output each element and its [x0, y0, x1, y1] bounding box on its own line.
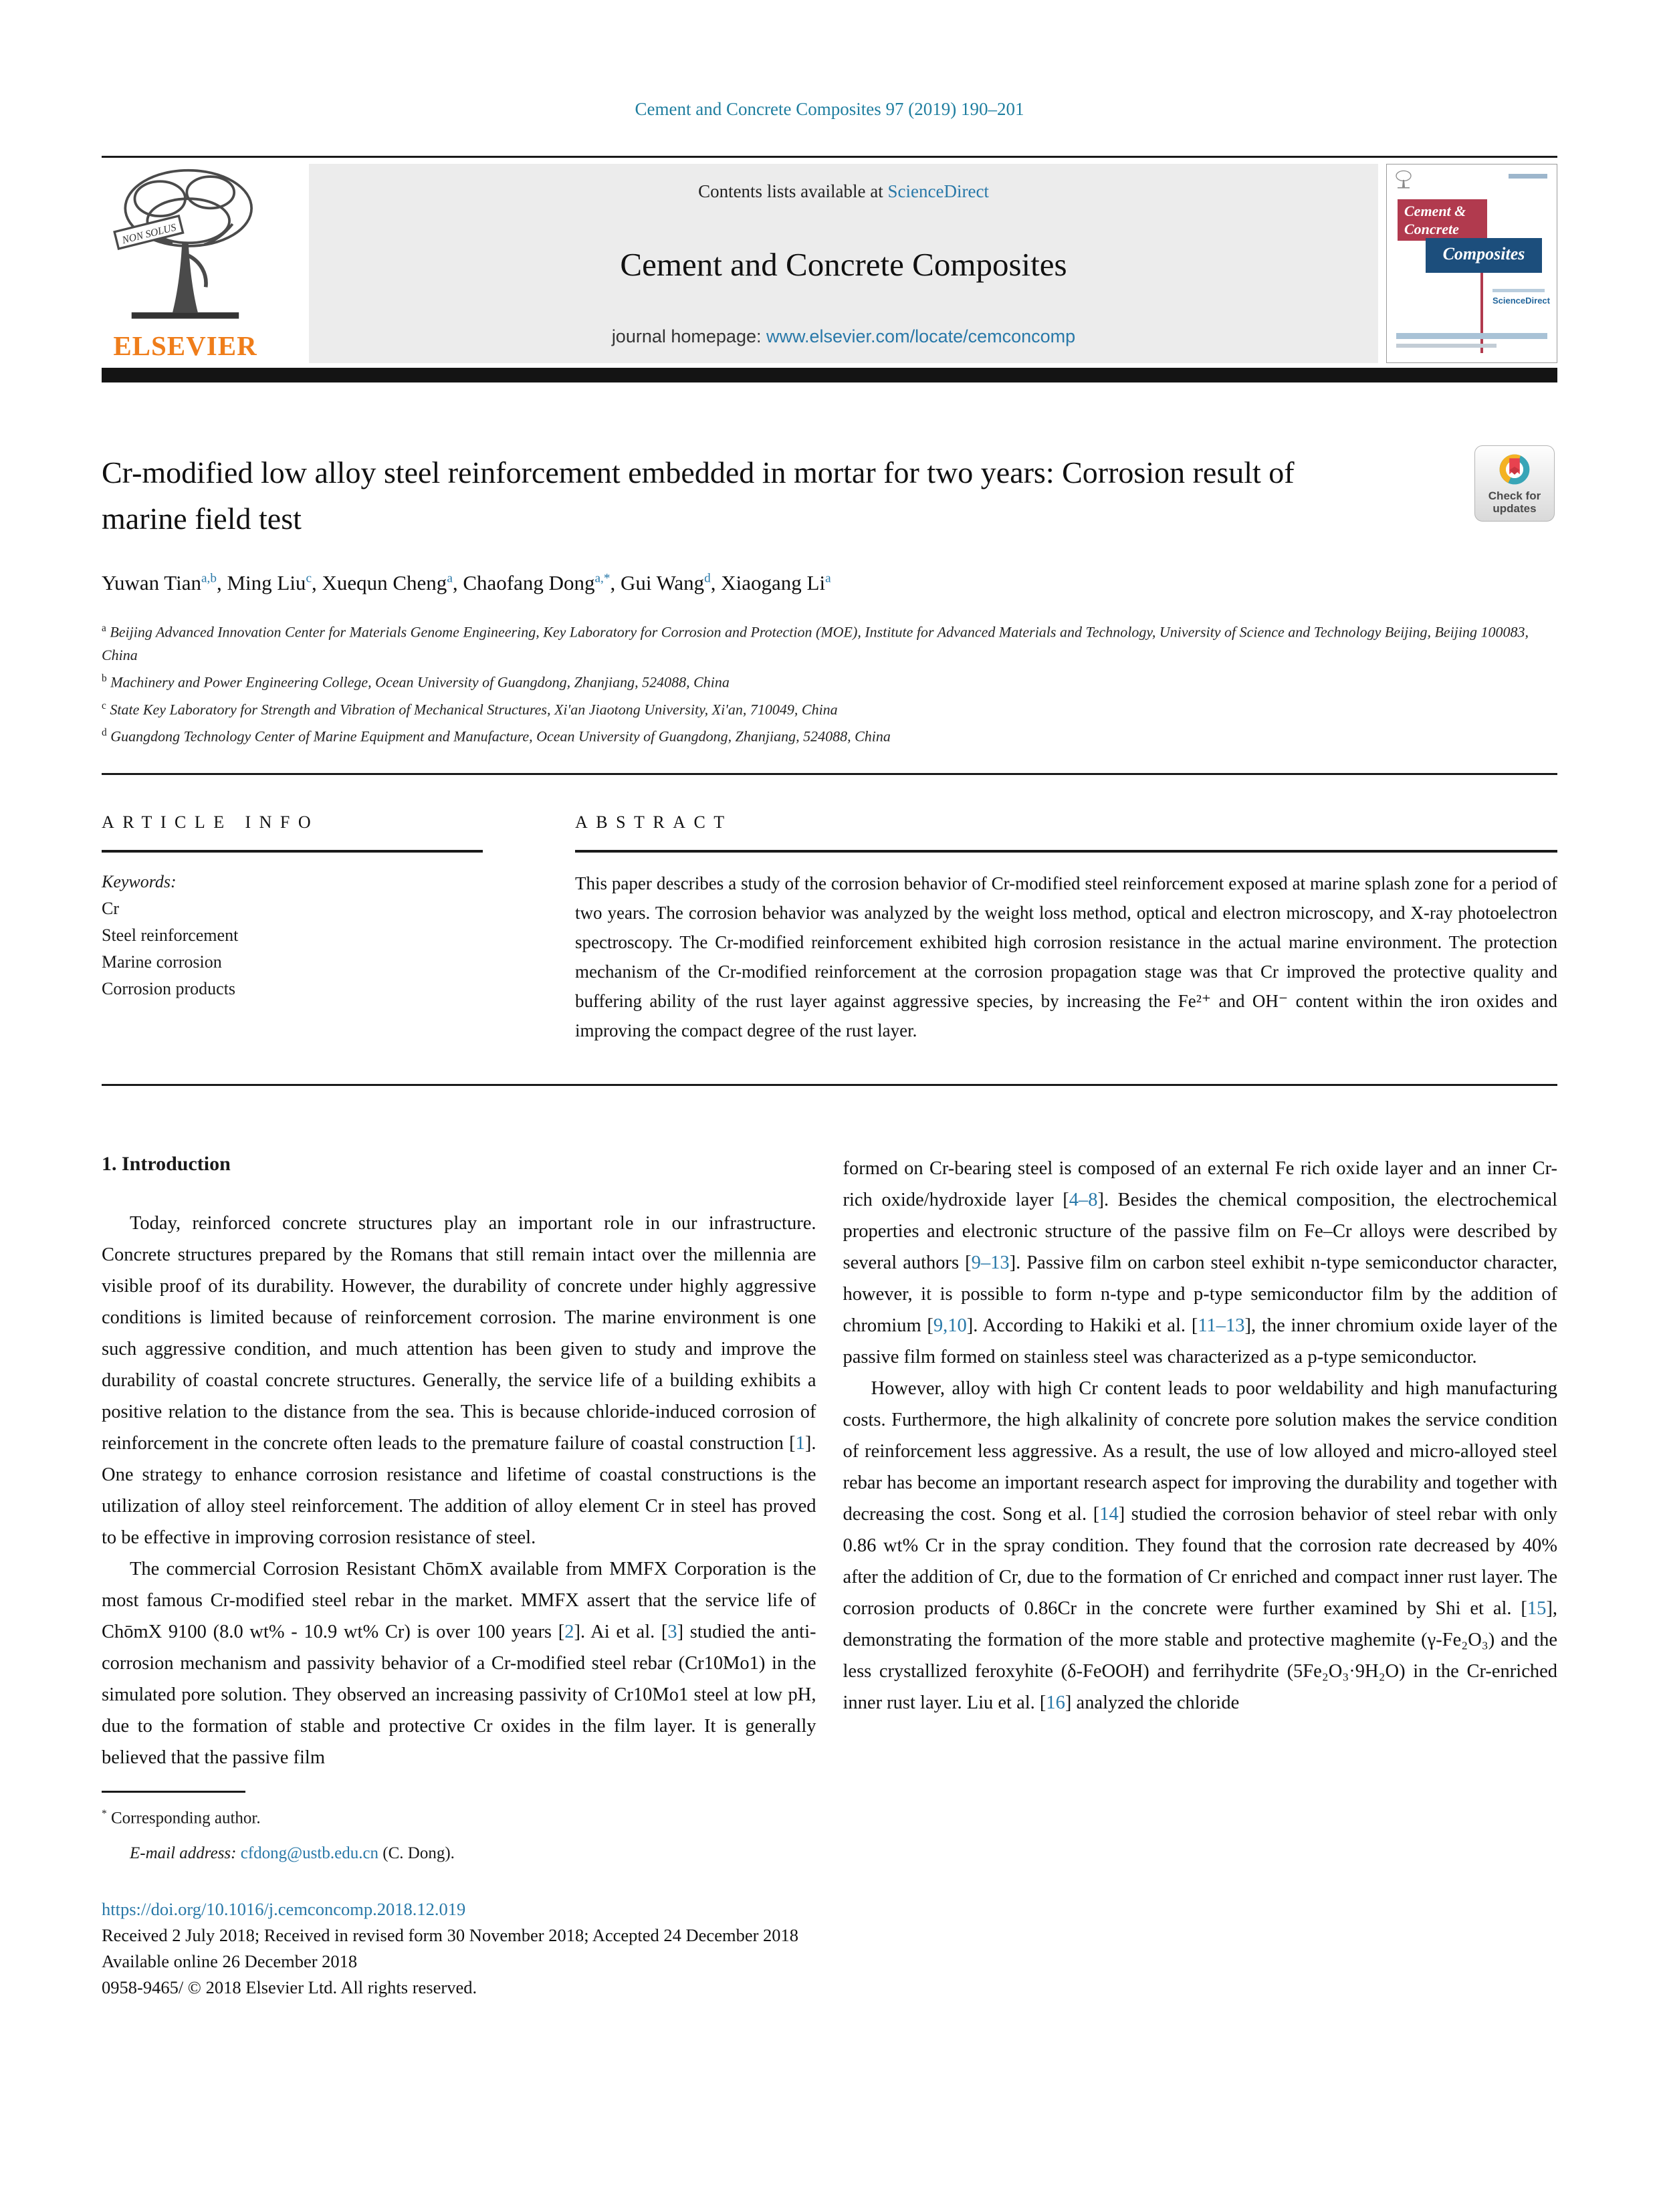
body-paragraph: The commercial Corrosion Resistant ChōmX available from MMFX Corporation is the most famous Cr-modified steel rebar in the market. MMFX assert that the service life of ChōmX 9100 (8.0 wt% - 10.9 wt% Cr) is over 100 years [2]. Ai et al. [3] studied the anti-corrosion mechanism and passivity behavior of a Cr-modified steel rebar (Cr10Mo1) in the simulated pore solution. They observed an increasing passivity of Cr10Mo1 steel at low pH, due to the formation of stable and protective Cr oxides in the film layer. It is generally believed that the passive film	[102, 1559, 816, 1769]
elsevier-tree-icon	[106, 164, 264, 328]
cover-title-blue-box	[1426, 238, 1542, 273]
check-for-updates-badge[interactable]	[1474, 445, 1555, 522]
body-paragraph: Today, reinforced concrete structures play an important role in our infrastructure. Concrete structures prepared by the Romans that still remain intact over the millennia are visible proof of its durability. However, the durability of concrete under highly aggressive conditions is limited because of reinforcement corrosion. The marine environment is one such aggressive condition, and much attention has been given to study and improve the durability of coastal concrete structures. Generally, the service life of a building exhibits a positive relation to the distance from the sea. This is because chloride-induced corrosion of reinforcement in the concrete often leads to the premature failure of coastal construction [1]. One strategy to enhance corrosion resistance and lifetime of coastal constructions is the utilization of alloy steel reinforcement. The addition of alloy element Cr in steel has proved to be effective in improving corrosion resistance of steel.	[102, 1213, 816, 1549]
available-line: Available online 26 December 2018	[102, 1951, 358, 1971]
abstract-rule	[575, 850, 1557, 853]
cover-red-rule	[1480, 273, 1483, 353]
left-column-text	[102, 1208, 816, 1773]
citation-ref[interactable]: 16	[1046, 1692, 1065, 1714]
cover-elsevier-mark	[1395, 170, 1412, 190]
email-suffix: (C. Dong).	[382, 1844, 455, 1862]
cover-title-red-box	[1398, 199, 1487, 241]
cover-url-bar	[1396, 344, 1497, 348]
email-label: E-mail address:	[130, 1844, 237, 1862]
crossmark-icon	[1498, 453, 1531, 486]
doi-link[interactable]: https://doi.org/10.1016/j.cemconcomp.2018.12.019	[102, 1898, 466, 1919]
right-column	[843, 1153, 1558, 1866]
author-name: Xuequn Cheng$^a$	[322, 571, 453, 594]
badge-text: Check for updates	[1488, 489, 1541, 515]
elsevier-logo	[102, 164, 269, 363]
asterisk-marker: *	[102, 1808, 107, 1820]
received-line: Received 2 July 2018; Received in revised form 30 November 2018; Accepted 24 December 2018	[102, 1924, 799, 1945]
introduction-heading: 1. Introduction	[102, 1153, 231, 1176]
homepage-line	[612, 326, 1075, 347]
citation-ref[interactable]: 9–13	[971, 1252, 1010, 1274]
elsevier-wordmark: ELSEVIER	[113, 330, 257, 361]
email-link[interactable]: cfdong@ustb.edu.cn	[240, 1844, 379, 1862]
article-info-rule	[102, 850, 483, 853]
journal-cover-thumbnail[interactable]	[1386, 164, 1557, 363]
keyword: Steel reinforcement	[102, 925, 239, 946]
sciencedirect-link[interactable]: ScienceDirect	[887, 181, 989, 201]
journal-masthead	[309, 164, 1378, 363]
author-name: Gui Wang$^d$	[620, 571, 711, 594]
abstract-text: This paper describes a study of the corrosion behavior of Cr-modified steel reinforcement exposed at marine splash zone for a period of two years. The corrosion behavior was analyzed by the weight loss method, optical and electron microscopy, and X-ray photoelectron spectroscopy. The Cr-modified reinforcement exhibited high corrosion resistance in the actual marine environment. The protection mechanism of the Cr-modified reinforcement at the corrosion propagation stage was that Cr improved the protective quality and buffering ability of the rust layer against aggressive species, by increasing the Fe²⁺ and OH⁻ content within the iron oxides and improving the compact degree of the rust layer.	[575, 873, 1557, 1041]
citation-ref[interactable]: 4–8	[1069, 1190, 1098, 1211]
journal-title: Cement and Concrete Composites	[620, 245, 1067, 283]
info-abstract-section	[102, 775, 1557, 1045]
homepage-prefix: journal homepage:	[611, 326, 762, 346]
keyword: Cr	[102, 899, 119, 919]
affiliation-list	[102, 617, 1557, 748]
article-title: Cr-modified low alloy steel reinforcement embedded in mortar for two years: Corrosion result of marine field test	[102, 455, 1295, 536]
citation-ref[interactable]: 15	[1527, 1598, 1547, 1620]
right-column-text	[843, 1153, 1558, 1719]
introduction-section	[102, 1153, 1557, 1866]
affiliation: $^d$ Guangdong Technology Center of Marine Equipment and Manufacture, Ocean University of Guangdong, Zhanjiang, 524088, China	[102, 726, 891, 745]
keywords-label: Keywords:	[102, 872, 177, 892]
footnote-rule	[102, 1791, 245, 1793]
cover-title-line2: Concrete	[1404, 221, 1459, 237]
homepage-link[interactable]: www.elsevier.com/locate/cemconcomp	[766, 326, 1076, 346]
cover-title-line1: Cement &	[1404, 203, 1466, 219]
contents-line	[698, 181, 989, 202]
citation-ref[interactable]: 9,10	[933, 1315, 967, 1337]
body-paragraph: However, alloy with high Cr content leads to poor weldability and high manufacturing costs. Furthermore, the high alkalinity of concrete pore solution makes the service condition of reinforcement less aggressive. As a result, the use of low alloyed and micro-alloyed steel rebar has become an important research aspect for improving the durability and together with decreasing the cost. Song et al. [14] studied the corrosion behavior of steel rebar with only 0.86 wt% Cr in the spray condition. They found that the corrosion rate decreased by 40% after the addition of Cr, due to the formation of Cr enriched and compact inner rust layer. The corrosion products of 0.86Cr in the concrete were further examined by Shi et al. [15], demonstrating the formation of the more stable and protective maghemite (γ-Fe₂O₃) and the less crystallized feroxyhite (δ-FeOOH) and ferrihydrite (5Fe₂O₃·9H₂O) in the Cr-enriched inner rust layer. Liu et al. [16] analyzed the chloride	[843, 1378, 1557, 1714]
corresponding-author-note: * Corresponding author.	[102, 1808, 261, 1828]
left-column	[102, 1153, 816, 1866]
cover-title-line3: Composites	[1442, 244, 1525, 263]
affiliation: $^a$ Beijing Advanced Innovation Center for Materials Genome Engineering, Key Laboratory for Corrosion and Protection (MOE), Institute for Advanced Materials and Technology, University of Science and Technology Beijing, Beijing 100083, China	[102, 623, 1529, 664]
article-footer	[102, 1896, 1557, 2001]
citation-ref[interactable]: 1	[795, 1433, 805, 1454]
footnote-block	[102, 1791, 816, 1866]
header-black-bar	[102, 368, 1557, 382]
citation-ref[interactable]: 14	[1099, 1504, 1119, 1525]
journal-header	[102, 164, 1557, 363]
cover-issn-bar	[1509, 174, 1547, 179]
cover-sd-bar	[1492, 289, 1545, 292]
keywords-block	[102, 869, 483, 1002]
copyright-line: 0958-9465/ © 2018 Elsevier Ltd. All rights reserved.	[102, 1977, 477, 1997]
journal-citation: Cement and Concrete Composites 97 (2019) 190–201	[635, 99, 1024, 119]
non-solus-banner: NON SOLUS	[120, 221, 178, 247]
abstract-heading: ABSTRACT	[575, 812, 733, 833]
author-list: Yuwan Tian$^{a,b}$, Ming Liu$^c$, Xuequn Cheng$^a$, Chaofang Dong$^{a,*}$, Gui Wang$^d$, Xiaogang Li$^a$	[102, 571, 831, 594]
article-info-column	[102, 775, 483, 1045]
keywords-list	[102, 895, 483, 1002]
cover-sciencedirect-label: ScienceDirect	[1492, 296, 1550, 306]
citation-ref[interactable]: 3	[667, 1622, 677, 1643]
author-name: Xiaogang Li$^a$	[721, 571, 831, 594]
keyword: Marine corrosion	[102, 952, 222, 972]
affiliation: $^c$ State Key Laboratory for Strength and Vibration of Mechanical Structures, Xi'an Jiaotong University, Xi'an, 710049, China	[102, 699, 838, 717]
author-name: Yuwan Tian$^{a,b}$	[102, 571, 217, 594]
article-info-heading: ARTICLE INFO	[102, 812, 320, 833]
email-note	[130, 1840, 816, 1867]
keyword: Corrosion products	[102, 979, 236, 999]
body-paragraph: formed on Cr-bearing steel is composed of an external Fe rich oxide layer and an inner Cr-rich oxide/hydroxide layer [4–8]. Besides the chemical composition, the electrochemical properties and electronic structure of the passive film on Fe–Cr alloys were described by several authors [9–13]. Passive film on carbon steel exhibit n-type semiconductor character, however, it is possible to form n-type and p-type semiconductor film by the addition of chromium [9,10]. According to Hakiki et al. [11–13], the inner chromium oxide layer of the passive film formed on stainless steel was characterized as a p-type semiconductor.	[843, 1158, 1557, 1368]
author-name: Ming Liu$^c$	[227, 571, 312, 594]
abstract-column	[575, 775, 1557, 1045]
citation-ref[interactable]: 11–13	[1198, 1315, 1245, 1337]
citation-ref[interactable]: 2	[564, 1622, 574, 1643]
top-rule	[102, 156, 1557, 158]
contents-prefix: Contents lists available at	[698, 181, 883, 201]
author-name: Chaofang Dong$^{a,*}$	[463, 571, 611, 594]
cover-blue-bar	[1396, 333, 1547, 339]
affiliation: $^b$ Machinery and Power Engineering College, Ocean University of Guangdong, Zhanjiang, 524088, China	[102, 673, 730, 691]
section-divider-rule	[102, 1084, 1557, 1086]
